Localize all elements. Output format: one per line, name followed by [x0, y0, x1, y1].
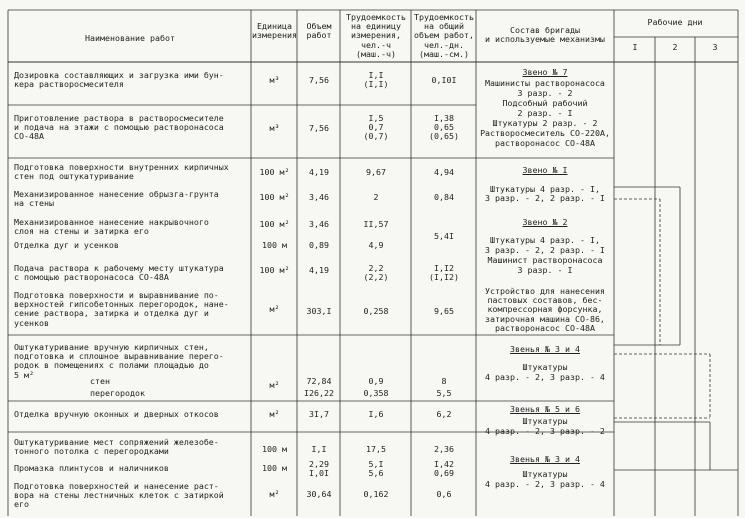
- table-row-unit: 100 м²: [259, 192, 290, 202]
- table-row-unit: м³: [269, 123, 280, 133]
- table-row-work: Приготовление раствора в растворосмесителе и подача на этажи с помощью растворонасоса СО-48А: [14, 113, 224, 142]
- header-day-3: 3: [712, 42, 718, 52]
- table-row-labor-unit: 4,9: [368, 240, 384, 250]
- table-row-labor-unit: 2,2 (2,2): [363, 263, 389, 283]
- table-row-unit: м³: [269, 75, 280, 85]
- table-row-work: Подготовка поверхностей и нанесение раст- вора на стены лестничных клеток с затиркой его: [14, 481, 224, 510]
- table-row-volume: I26,22: [304, 388, 334, 398]
- table-row-labor-total: 8: [441, 376, 447, 386]
- table-row-unit: 100 м: [262, 463, 287, 473]
- header-labor-total: Трудоемкость на общий объем работ, чел.-дн. (маш.-см.): [414, 12, 474, 59]
- table-row-work: Подача раствора к рабочему месту штукатура с помощью растворонасоса СО-48А: [14, 263, 224, 283]
- header-day-2: 2: [672, 42, 678, 52]
- table-row-labor-total: I,38 0,65 (0,65): [429, 113, 459, 142]
- table-row-labor-unit: 2: [373, 192, 379, 202]
- table-row-labor-total: 0,6: [436, 489, 452, 499]
- table-row-unit: м²: [269, 380, 280, 390]
- header-days: Рабочие дни: [647, 17, 703, 27]
- table-row-unit: м²: [269, 409, 280, 419]
- table-row-work: Подготовка поверхности и выравнивание по- верхностей гипсобетонных перегородок, нане- сение раствора, затирка и отделка дуг и усенков: [14, 290, 229, 328]
- table-row-labor-unit: I,I (I,I): [363, 70, 389, 90]
- table-row-labor-unit: 17,5: [366, 444, 386, 454]
- table-row-volume: 72,84: [306, 376, 332, 386]
- crew-lines: Штукатуры 4 разр. - 2, 3 разр. - 2: [485, 416, 605, 436]
- table-row-labor-total: 9,65: [434, 306, 454, 316]
- table-row-volume: 303,I: [306, 306, 332, 316]
- header-work: Наименование работ: [85, 33, 175, 43]
- table-row-labor-unit: 0,358: [363, 388, 389, 398]
- table-row-work: Оштукатуривание мест сопряжений железобе- тонного потолка с перегородками: [14, 437, 219, 457]
- crew-title: Звено № 7: [522, 67, 568, 77]
- table-row-labor-unit: II,57: [363, 219, 389, 229]
- table-row-labor-unit: I,5 0,7 (0,7): [363, 113, 389, 142]
- table-row-work: Подготовка поверхности внутренних кирпичных стен под оштукатуривание: [14, 162, 229, 182]
- table-row-labor-total: 6,2: [436, 409, 452, 419]
- table-row-unit: м²: [269, 304, 280, 314]
- table-row-work: стен: [90, 376, 110, 386]
- table-row-unit: 100 м²: [259, 219, 290, 229]
- table-row-work: Механизированное нанесение накрывочного слоя на стены и затирка его: [14, 217, 209, 237]
- table-row-volume: 3,46: [309, 192, 329, 202]
- crew-title: Звенья № 3 и 4: [510, 454, 580, 464]
- table-row-work: перегородок: [90, 388, 145, 398]
- table-row-work: Дозировка составляющих и загрузка ими бун- кера растворосмесителя: [14, 70, 224, 90]
- table-row-labor-total: 5,5: [436, 388, 452, 398]
- table-row-labor-unit: 5,I 5,6: [368, 459, 384, 479]
- crew-lines: Штукатуры 4 разр. - 2, 3 разр. - 4: [485, 362, 605, 382]
- table-row-volume: I,I: [311, 444, 327, 454]
- table-row-labor-total: 0,I0I: [431, 75, 457, 85]
- table-row-labor-unit: 0,258: [363, 306, 389, 316]
- crew-lines: Штукатуры 4 разр. - I, 3 разр. - 2, 2 разр. - I Машинист растворонасоса 3 разр. - I: [485, 235, 605, 275]
- table-row-labor-total: I,I2 (I,I2): [429, 263, 459, 283]
- table-row-labor-total: I,42 0,69: [434, 459, 454, 479]
- header-day-1: I: [632, 42, 638, 52]
- table-row-volume: 3I,7: [309, 409, 329, 419]
- table-row-volume: 30,64: [306, 489, 332, 499]
- crew-title: Звенья № 5 и 6: [510, 404, 580, 414]
- crew-lines: Устройство для нанесения пастовых составов, бес- компрессорная форсунка, затирочная машина СО-86, растворонасос СО-48А: [485, 286, 605, 333]
- table-row-volume: 2,29 I,0I: [309, 459, 329, 479]
- table-row-work: Отделка вручную оконных и дверных откосов: [14, 409, 219, 419]
- crew-title: Звенья № 3 и 4: [510, 344, 580, 354]
- table-row-labor-unit: I,6: [368, 409, 384, 419]
- header-labor-unit: Трудоемкость на единицу измерения, чел.-ч (маш.-ч): [346, 12, 406, 59]
- crew-title: Звено № I: [522, 165, 568, 175]
- table-row-work: Промазка плинтусов и наличников: [14, 463, 169, 473]
- table-row-work: Отделка дуг и усенков: [14, 240, 119, 250]
- table-row-unit: 100 м²: [259, 265, 290, 275]
- table-row-unit: 100 м: [262, 444, 287, 454]
- table-row-labor-unit: 0,162: [363, 489, 389, 499]
- crew-title: Звено № 2: [522, 217, 568, 227]
- table-row-work: Механизированное нанесение обрызга-грунта на стены: [14, 189, 219, 209]
- header-volume: Объем работ: [306, 21, 332, 41]
- table-row-labor-total: 5,4I: [434, 231, 454, 241]
- table-row-labor-unit: 0,9: [368, 376, 384, 386]
- header-crew: Состав бригады и используемые механизмы: [485, 25, 605, 45]
- table-row-volume: 4,19: [309, 167, 329, 177]
- header-unit: Единица измерения: [252, 21, 297, 41]
- table-row-volume: 7,56: [309, 75, 329, 85]
- table-row-volume: 0,89: [309, 240, 329, 250]
- crew-lines: Машинисты растворонасоса 3 разр. - 2 Подсобный рабочий 2 разр. - I Штукатуры 2 разр. - 2 Растворосмеситель СО-220А, растворонасос СО-48А: [480, 78, 610, 148]
- table-row-volume: 7,56: [309, 123, 329, 133]
- table-row-unit: 100 м: [262, 240, 287, 250]
- table-row-volume: 3,46: [309, 219, 329, 229]
- table-row-labor-total: 4,94: [434, 167, 454, 177]
- table-row-labor-total: 2,36: [434, 444, 454, 454]
- table-row-volume: 4,19: [309, 265, 329, 275]
- table-row-labor-unit: 9,67: [366, 167, 386, 177]
- crew-lines: Штукатуры 4 разр. - 2, 3 разр. - 4: [485, 469, 605, 489]
- table-row-unit: м²: [269, 489, 280, 499]
- table-row-unit: 100 м²: [259, 167, 290, 177]
- table-row-work: Оштукатуривание вручную кирпичных стен, подготовка и сплошное выравнивание перего- родок в помещениях с полами площадью до 5 м²: [14, 342, 224, 380]
- table-row-labor-total: 0,84: [434, 192, 454, 202]
- crew-lines: Штукатуры 4 разр. - I, 3 разр. - 2, 2 разр. - I: [485, 184, 605, 204]
